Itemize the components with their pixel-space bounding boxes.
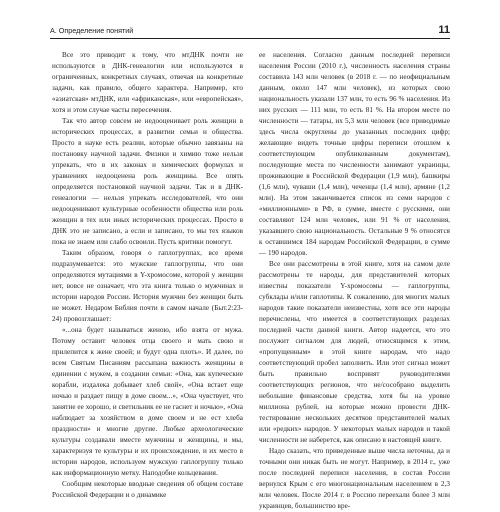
paragraph: Все они рассмотрены в этой книге, хотя на самом деле рассмотрены те народы, для представителей которых известны показатели Y-хромосомы — гаплогруппы, субклады и/или гаплотипы. К сожалению, для многих малых народов такие показатели неизвестны, хотя все эти народы перечислены, что имеется в соответствующих разделах последней части данной книги. Автор надеется, что это послужит сигналом для людей, относящимся к этим, «пропущенным» в этой книге народам, что надо соответствующий пробел заполнить. Или этот сигнал может быть правильно воспринят руководителями соответствующих регионов, что не/сособрано выделить небольшие финансовые средства, хотя бы на уровне миллиона рублей, на которые можно провести ДНК-тестирование нескольких десятков представителей малых или «редких» народов. У некоторых малых народов и такой численности не наберется, как описано в настоящей книге.: [259, 260, 450, 444]
paragraph: «...она будет называться женою, ибо взята от мужа. Потому оставит человек отца своего и мать свою и прилепится к жене своей; и будут одна плоть». И далее, по всем Святым Писаниям рассыпана важность женщины в единении с мужем, в создании семьи: «Она, как купеческие корабли, издалека добывает хлеб свой», «Она встает еще ночью и раздает пищу в доме своем...», «Она чувствует, что занятие ее хорошо, и светильник ее не гаснет и ночью», «Она наблюдает за хозяйством в доме своем и не ест хлеба праздности» и многие другие. Любые археологические культуры создавали вместе мужчины и женщины, и мы, характеризуя те культуры и их происхождение, и их место в истории народов, используем мужскую гаплогруппу только как информационную метку. Наподобие кольцевания.: [52, 326, 243, 477]
paragraph: Все это приводит к тому, что мтДНК почти не используются в ДНК-генеалогии или используются в ограниченных, конкретных случаях, отвечая на конкретные задачи, как правило, общего характера. Например, кто «азиатская» мтДНК, или «африканская», или «европейская», хотя и этом случае часты пересечения.: [52, 51, 243, 114]
page-number: 11: [438, 24, 450, 36]
running-title: А. Определение понятий: [50, 26, 134, 35]
paragraph: Надо сказать, что приведенные выше числа неточны, да и точными они никак быть не могут. Например, в 2014 г., уже после последней переписи населения, в состав России вернулся Крым с его многонациональным населением в 2,3 млн человек. После 2014 г. в Россию переехали более 3 млн украинцев, большинство вре-: [259, 447, 450, 510]
paragraph: Сообщим некоторые вводные сведения об общем составе Российской Федерации и о динамике: [52, 480, 243, 499]
right-column: [259, 50, 450, 510]
running-header: [50, 20, 450, 39]
paragraph: Таким образом, говоря о гаплогруппах, все время подразумевается: это мужские гаплогруппы, что они определяются мутациями в Y-хромосоме, которой у женщин нет, вовсе не означает, что эта книга только о мужчинах и истории народов России. История мужчин без женщин быть не может. Недаром Библия почти в самом начале (Быт.2:23-24) провозглашает:: [52, 249, 243, 323]
paragraph: ее населения. Согласно данным последней переписи населения России (2010 г.), численность населения страны составила 143 млн человек (в 2018 г. — по неофициальным данным, около 147 млн человек), из которых свою национальность указали 137 млн, то есть 96 % населения. Из них русских — 111 млн, то есть 81 %. На втором месте по численности — татары, их 5,3 млн человек (все приводимые здесь числа округлены до указанных последних цифр; желающие видеть точные цифры переписи отошлем к соответствующим опубликованным документам), последующие места по численности занимают украинцы, проживающие в Российской Федерации (1,9 млн), башкиры (1,6 млн), чуваши (1,4 млн), чеченцы (1,4 млн), армяне (1,2 млн). На этом заканчивается список из семи народов с «миллионными» в РФ, в сумме, вместе с русскими, они составляют 124 млн человек, или 91 % от населения, указавшего свою национальность. Остальные 9 % относятся к оставшимся 184 народам Российской Федерации, в сумме — 190 народов.: [259, 51, 450, 257]
text-columns: [52, 50, 450, 510]
left-column: [52, 50, 243, 499]
paragraph: Так что автор совсем не недооценивает роль женщин в исторических процессах, в развитии семьи и общества. Просто в науке есть реалии, которые обычно завязаны на постановку научной задачи. Физики и химию тоже нельзя упрекать, что в их законах и химических формулах и уравнениях недооценена роль женщины. Все опять определяется постановкой научной задачи. Так и в ДНК-генеалогии — нельзя упрекать исследователей, что они недооценивают культурные особенности общества или роль женщин в тех или иных исторических процессах. Просто в ДНК это не записано, а если и записано, то мы тех языков пока не знаем или слабо освоили. Пусть критики помогут.: [52, 117, 243, 246]
